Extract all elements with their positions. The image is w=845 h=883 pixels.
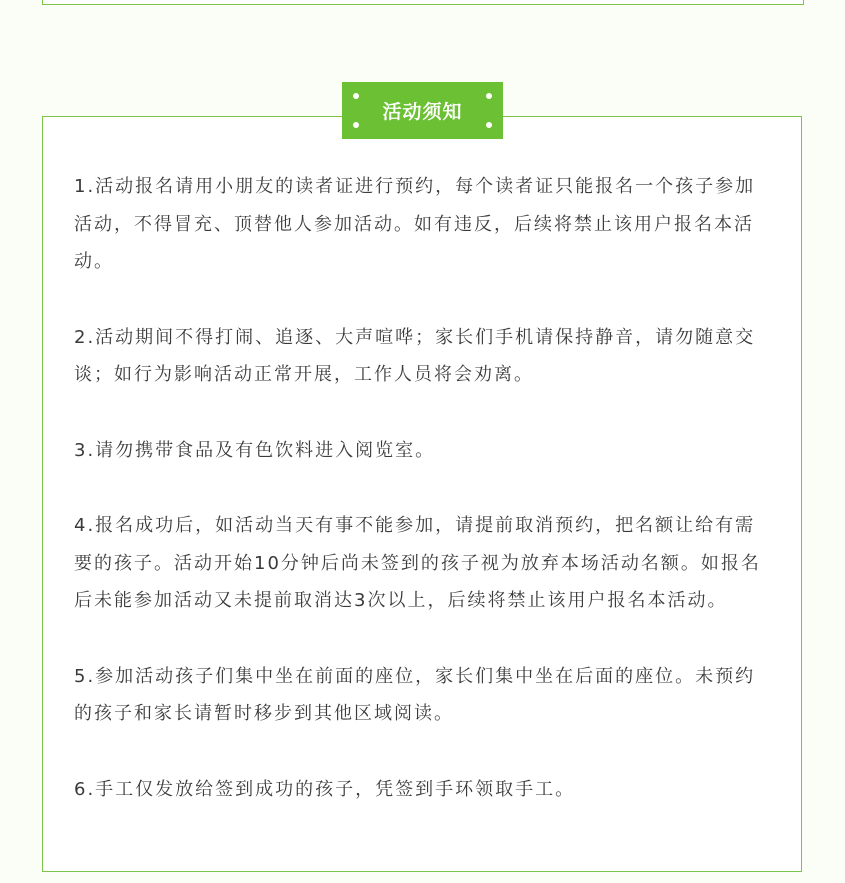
corner-dot-icon [353,93,359,99]
notice-title: 活动须知 [382,101,463,123]
notice-item-5: 5.参加活动孩子们集中坐在前面的座位，家长们集中坐在后面的座位。未预约的孩子和家长请暂时移步到其他区域阅读。 [74,665,756,724]
notice-item-3: 3.请勿携带食品及有色饮料进入阅览室。 [74,439,436,461]
notice-title-tag [342,82,503,139]
corner-dot-icon [353,122,359,128]
notice-item-6: 6.手工仅发放给签到成功的孩子，凭签到手环领取手工。 [74,778,576,800]
notice-item-1: 1.活动报名请用小朋友的读者证进行预约，每个读者证只能报名一个孩子参加活动，不得冒充、顶替他人参加活动。如有违反，后续将禁止该用户报名本活动。 [74,176,756,272]
notice-item-4: 4.报名成功后，如活动当天有事不能参加，请提前取消预约，把名额让给有需要的孩子。活动开始10分钟后尚未签到的孩子视为放弃本场活动名额。如报名后未能参加活动又未提前取消达3次以上，后续将禁止该用户报名本活动。 [74,515,761,611]
notice-content [74,168,774,846]
notice-item-2: 2.活动期间不得打闹、追逐、大声喧哗；家长们手机请保持静音，请勿随意交谈；如行为影响活动正常开展，工作人员将会劝离。 [74,326,756,385]
corner-dot-icon [486,93,492,99]
previous-section-box [42,0,804,5]
corner-dot-icon [486,122,492,128]
